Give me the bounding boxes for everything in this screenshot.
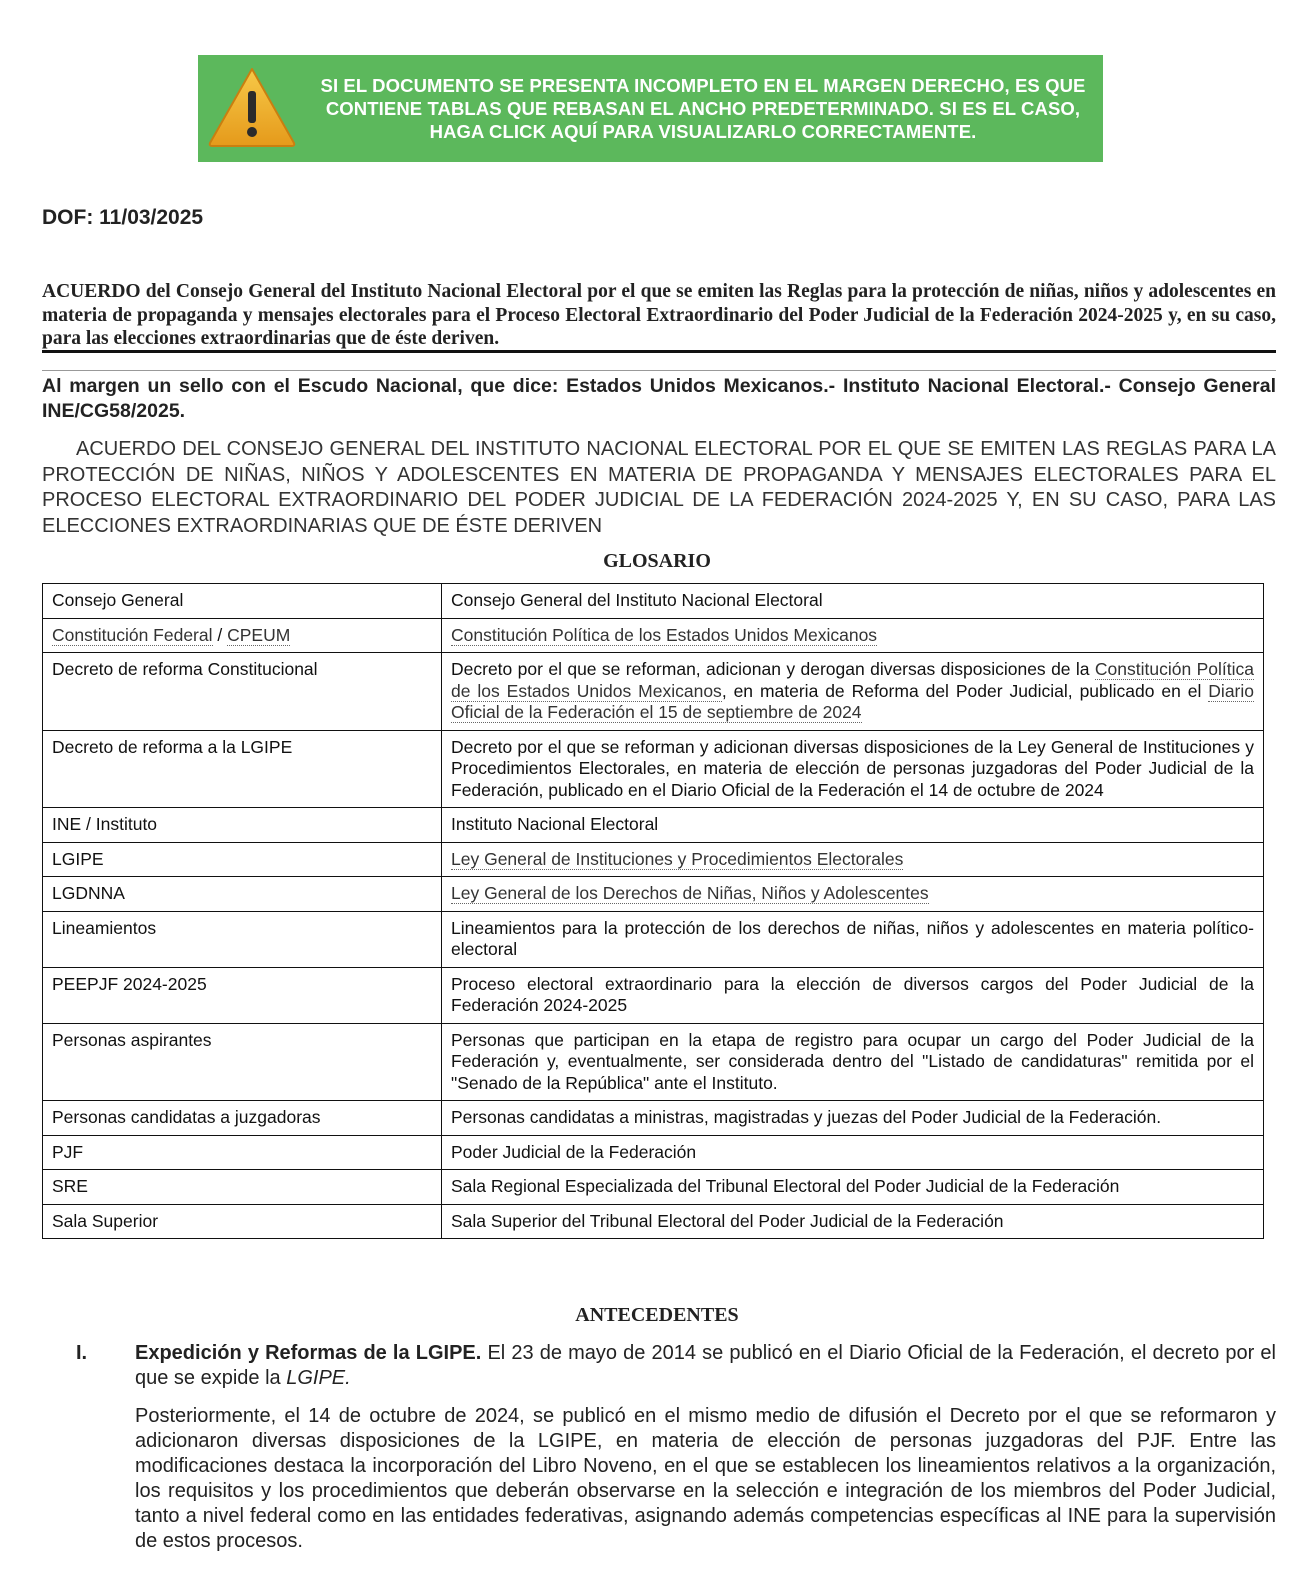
thin-divider: [42, 370, 1276, 371]
table-row: [43, 967, 1264, 1023]
glossary-definition: Consejo General del Instituto Nacional Electoral: [442, 584, 1264, 619]
dof-date: DOF: 11/03/2025: [42, 206, 204, 229]
glossary-definition: Sala Regional Especializada del Tribunal Electoral del Poder Judicial de la Federación: [442, 1170, 1264, 1205]
item-body: [135, 1341, 1276, 1390]
glossary-term: SRE: [43, 1170, 442, 1205]
glossary-term: PEEPJF 2024-2025: [43, 967, 442, 1023]
glossary-term: LGDNNA: [43, 877, 442, 912]
glossary-term: Decreto de reforma a la LGIPE: [43, 730, 442, 808]
glossary-term: [43, 618, 442, 653]
lgipe-link[interactable]: Ley General de Instituciones y Procedimientos Electorales: [451, 848, 904, 869]
cpeum-definition-link[interactable]: Constitución Política de los Estados Unidos Mexicanos: [451, 624, 878, 645]
banner-message[interactable]: SI EL DOCUMENTO SE PRESENTA INCOMPLETO EN EL MARGEN DERECHO, ES QUE CONTIENE TABLAS QUE REBASAN EL ANCHO PREDETERMINADO. SI ES EL CASO, HAGA CLICK AQUÍ PARA VISUALIZARLO CORRECTAMENTE.: [320, 75, 1086, 142]
item-number: I.: [76, 1342, 88, 1364]
table-row: [43, 1135, 1264, 1170]
glossary-definition: Poder Judicial de la Federación: [442, 1135, 1264, 1170]
glossary-definition: Sala Superior del Tribunal Electoral del Poder Judicial de la Federación: [442, 1204, 1264, 1239]
item-heading: Expedición y Reformas de la LGIPE.: [135, 1342, 482, 1364]
table-row: [43, 618, 1264, 653]
item-italic: LGIPE.: [286, 1366, 351, 1389]
glossary-term: Personas candidatas a juzgadoras: [43, 1101, 442, 1136]
glossary-term: INE / Instituto: [43, 808, 442, 843]
dof-link[interactable]: Diario Oficial de la Federación el 15 de septiembre de 2024: [451, 680, 1255, 722]
table-row: [43, 1023, 1264, 1101]
table-row: [43, 730, 1264, 808]
glossary-definition: Proceso electoral extraordinario para la elección de diversos cargos del Poder Judicial de la Federación 2024-2025: [442, 967, 1264, 1023]
glossary-term: Personas aspirantes: [43, 1023, 442, 1101]
lgdnna-link[interactable]: Ley General de los Derechos de Niñas, Niños y Adolescentes: [451, 883, 929, 903]
item-text: El 23 de mayo de 2014 se publicó en el Diario Oficial de la Federación, el decreto por el que se expide la: [135, 1342, 1276, 1389]
glossary-definition: Personas candidatas a ministras, magistradas y juezas del Poder Judicial de la Federación.: [442, 1101, 1264, 1136]
table-row: [43, 653, 1264, 731]
warning-icon: [198, 55, 308, 162]
glossary-definition: [442, 877, 1264, 912]
intro-paragraph: ACUERDO DEL CONSEJO GENERAL DEL INSTITUTO NACIONAL ELECTORAL POR EL QUE SE EMITEN LAS REGLAS PARA LA PROTECCIÓN DE NIÑAS, NIÑOS Y ADOLESCENTES EN MATERIA DE PROPAGANDA Y MENSAJES ELECTORALES PARA EL PROCESO ELECTORAL EXTRAORDINARIO DEL PODER JUDICIAL DE LA FEDERACIÓN 2024-2025 Y, EN SU CASO, PARA LAS ELECCIONES EXTRAORDINARIAS QUE DE ÉSTE DERIVEN: [42, 438, 1276, 537]
table-row: [43, 584, 1264, 619]
table-row: [43, 877, 1264, 912]
glossary-definition: Personas que participan en la etapa de registro para ocupar un cargo del Poder Judicial de la Federación y, eventualmente, ser considerada dentro del "Listado de candidaturas" remitida por el "Senado de la República" ante el Instituto.: [442, 1023, 1264, 1101]
glossary-term: PJF: [43, 1135, 442, 1170]
glossary-term: Consejo General: [43, 584, 442, 619]
definition-text: Decreto por el que se reforman, adicionan y derogan diversas disposiciones de la: [451, 659, 1095, 679]
glossary-term: Decreto de reforma Constitucional: [43, 653, 442, 731]
glossary-term: Lineamientos: [43, 911, 442, 967]
glossary-definition: [442, 653, 1264, 731]
glossary-definition: [442, 842, 1264, 877]
glossary-definition: [442, 618, 1264, 653]
seal-description: Al margen un sello con el Escudo Nacional, que dice: Estados Unidos Mexicanos.- Instituto Nacional Electoral.- Consejo General INE/CG58/2025.: [42, 375, 1276, 422]
cpeum-link[interactable]: CPEUM: [227, 624, 291, 645]
glossary-term: Sala Superior: [43, 1204, 442, 1239]
glossary-definition: Instituto Nacional Electoral: [442, 808, 1264, 843]
table-row: [43, 842, 1264, 877]
constitucion-federal-link[interactable]: Constitución Federal: [52, 624, 213, 645]
antecedentes-heading: ANTECEDENTES: [575, 1304, 739, 1326]
table-row: [43, 808, 1264, 843]
table-row: [43, 1170, 1264, 1205]
glosario-heading: GLOSARIO: [603, 550, 711, 572]
title-divider: [42, 350, 1276, 353]
constitucion-link[interactable]: Constitución Política de los Estados Unidos Mexicanos: [451, 659, 1254, 701]
incomplete-document-banner[interactable]: [198, 55, 1103, 162]
table-row: [43, 1101, 1264, 1136]
document-title: ACUERDO del Consejo General del Instituto Nacional Electoral por el que se emiten las Reglas para la protección de niñas, niños y adolescentes en materia de propaganda y mensajes electorales para el Proceso Electoral Extraordinario del Poder Judicial de la Federación 2024-2025 y, en su caso, para las elecciones extraordinarias que de éste deriven.: [42, 281, 1276, 349]
table-row: [43, 911, 1264, 967]
glossary-table: [42, 583, 1264, 1239]
antecedente-paragraph: Posteriormente, el 14 de octubre de 2024, se publicó en el mismo medio de difusión el Decreto por el que se reformaron y adicionaron diversas disposiciones de la LGIPE, en materia de elección de personas juzgadoras del PJF. Entre las modificaciones destaca la incorporación del Libro Noveno, en el que se establecen los lineamientos relativos a la organización, los requisitos y los procedimientos que deberán observarse en la selección e integración de los miembros del Poder Judicial, tanto a nivel federal como en las entidades federativas, asignando además competencias específicas al INE para la supervisión de estos procesos.: [135, 1405, 1276, 1552]
glossary-definition: Decreto por el que se reforman y adicionan diversas disposiciones de la Ley General de Instituciones y Procedimientos Electorales, en materia de elección de personas juzgadoras del Poder Judicial de la Federación, publicado en el Diario Oficial de la Federación el 14 de octubre de 2024: [442, 730, 1264, 808]
glossary-definition: Lineamientos para la protección de los derechos de niñas, niños y adolescentes en materia político-electoral: [442, 911, 1264, 967]
glossary-term: LGIPE: [43, 842, 442, 877]
definition-text: , en materia de Reforma del Poder Judicial, publicado en el: [721, 680, 1209, 701]
term-separator: /: [212, 624, 228, 645]
table-row: [43, 1204, 1264, 1239]
